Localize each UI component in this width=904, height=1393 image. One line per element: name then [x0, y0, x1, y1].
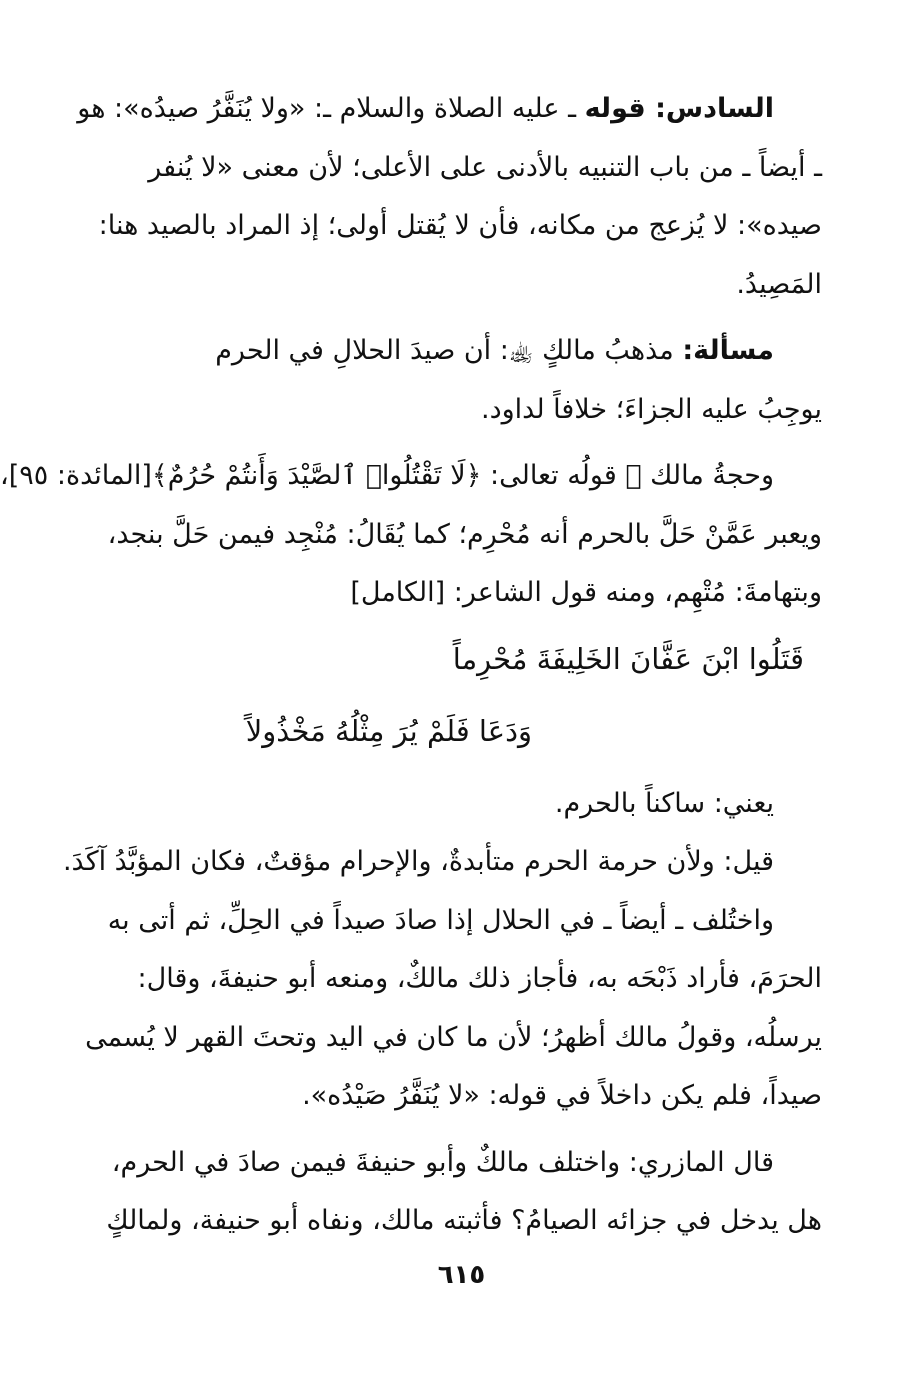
text-line: واختُلف ـ أيضاً ـ في الحلال إذا صادَ صيداً في الحِلِّ، ثم أتى به	[107, 904, 774, 936]
text-line: يعني: ساكناً بالحرم.	[554, 787, 774, 819]
verse-hemistich-first: قَتَلُوا ابْنَ عَفَّانَ الخَلِيفَةَ مُحْرِماً	[452, 641, 804, 676]
paragraph-meaning	[94, 775, 822, 834]
text-line: الحرَمَ، فأراد ذَبْحَه به، فأجاز ذلك مالكٌ، ومنعه أبو حنيفةَ، وقال:	[137, 963, 822, 994]
paragraph-said	[62, 833, 822, 892]
paragraph-issue	[94, 322, 822, 439]
line-text: ـ عليه الصلاة والسلام ـ: «ولا يُنَفَّرُ صيدُه»: هو	[77, 93, 585, 124]
text-line	[77, 80, 822, 139]
text-line: ويعبر عَمَّنْ حَلَّ بالحرم أنه مُحْرِم؛ كما يُقَالُ: مُنْجِد فيمن حَلَّ بنجد،	[107, 518, 822, 550]
text-line: وحجةُ مالك ﵀ قولُه تعالى: ﴿لَا تَقْتُلُوا۟ ٱلصَّيْدَ وَأَنتُمْ حُرُمٌ﴾[المائدة: ٩٥]،	[0, 460, 774, 491]
text-line: قيل: ولأن حرمة الحرم متأبدةٌ، والإحرام مؤقتٌ، فكان المؤبَّدُ آكَدَ.	[62, 846, 774, 877]
text-line: وبتهامةَ: مُتْهِم، ومنه قول الشاعر: [الكامل]	[350, 577, 822, 608]
text-line	[94, 322, 822, 381]
line-text: مذهبُ مالكٍ ﵀: أن صيدَ الحلالِ في الحرم	[215, 335, 683, 366]
text-line: ـ أيضاً ـ من باب التنبيه بالأدنى على الأعلى؛ لأن معنى «لا يُنفر	[148, 151, 822, 183]
poem-verse	[94, 623, 822, 767]
bold-lead: مسألة:	[682, 335, 774, 366]
page-number: ٦١٥	[437, 1260, 486, 1290]
text-line: هل يدخل في جزائه الصيامُ؟ فأثبته مالك، ونفاه أبو حنيفة، ولمالكٍ	[106, 1205, 822, 1236]
text-line: قال المازري: واختلف مالكٌ وأبو حنيفةَ فيمن صادَ في الحرم،	[111, 1146, 774, 1178]
text-line: صيده»: لا يُزعج من مكانه، فأن لا يُقتل أولى؛ إذ المراد بالصيد هنا:	[98, 210, 822, 241]
text-line: يرسلُه، وقولُ مالك أظهرُ؛ لأن ما كان في اليد وتحتَ القهر لا يُسمى	[85, 1021, 822, 1053]
paragraph-proof	[0, 447, 822, 623]
paragraph-disagreement	[85, 892, 822, 1126]
text-line: يوجِبُ عليه الجزاءَ؛ خلافاً لداود.	[481, 393, 822, 425]
verse-hemistich-second: وَدَعَا فَلَمْ يُرَ مِثْلُهُ مَخْذُولاً	[245, 713, 532, 748]
page-body	[0, 80, 822, 1251]
text-line: المَصِيدُ.	[736, 268, 822, 300]
paragraph-mazari	[94, 1134, 822, 1251]
paragraph-sixth	[77, 80, 822, 314]
bold-lead: السادس: قوله	[584, 93, 774, 124]
text-line: صيداً، فلم يكن داخلاً في قوله: «لا يُنَفَّرُ صَيْدُه».	[302, 1080, 822, 1111]
